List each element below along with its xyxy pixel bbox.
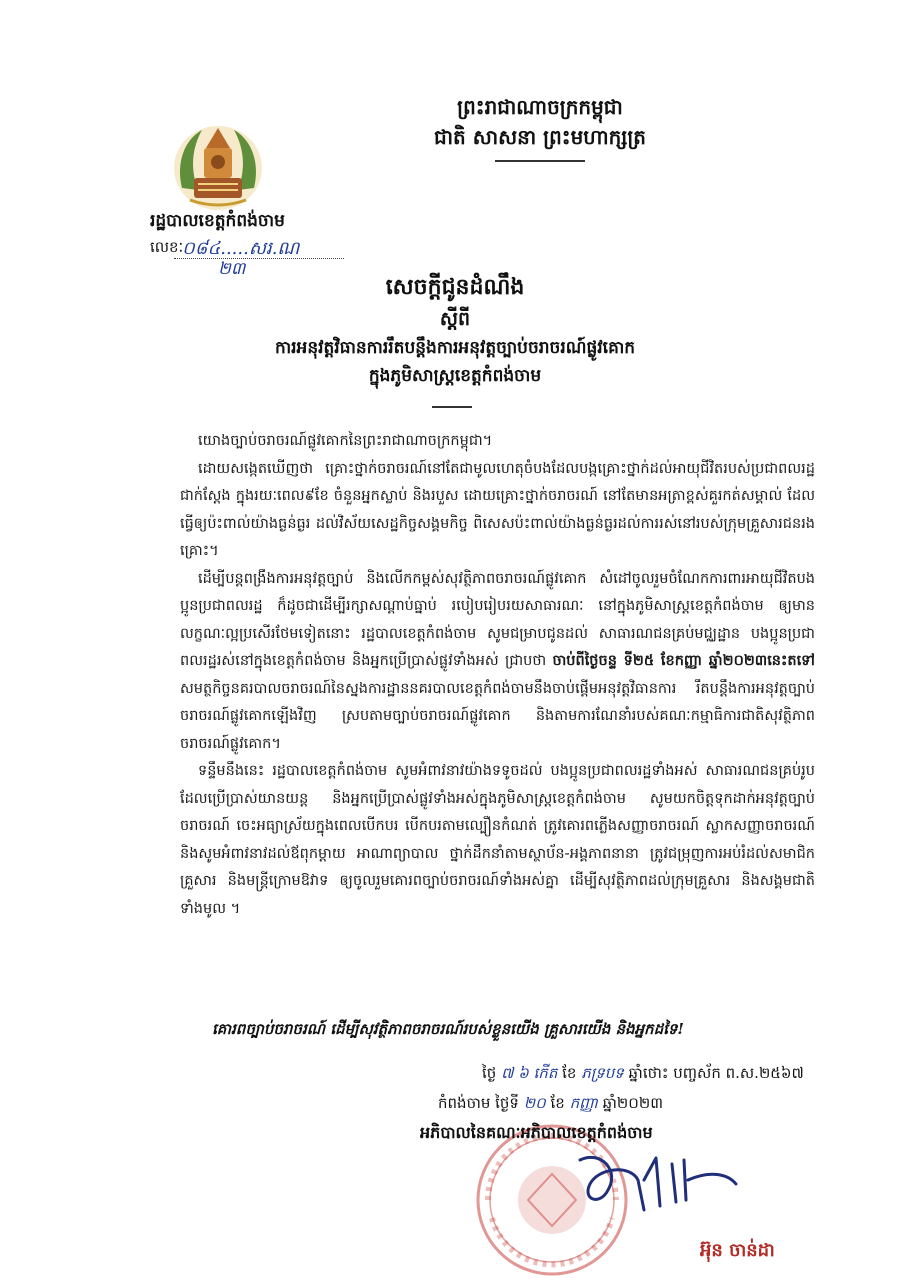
solar-date-line <box>438 1094 663 1116</box>
solar-month-label: ខែ <box>550 1094 565 1112</box>
signer-title: អភិបាលនៃគណៈអភិបាលខេត្តកំពង់ចាម <box>420 1123 653 1142</box>
kingdom-name: ព្រះរាជាណាចក្រកម្ពុជា <box>457 95 623 119</box>
paragraph-observation: ដោយសង្កេតឃើញថា គ្រោះថ្នាក់ចរាចរណ៍នៅតែជាមូលហេតុចំបងដែលបង្កគ្រោះថ្នាក់ដល់អាយុជីវិតរបស់ប្រជាពលរដ្ឋ ជាក់ស្តែង ក្នុងរយៈពេល៩ខែ ចំនួនអ្នកស្លាប់ និងរបួស ដោយគ្រោះថ្នាក់ចរាចរណ៍ នៅតែមានអត្រាខ្ពស់គួរកត់សម្គាល់ ដែលធ្វើឲ្យប៉ះពាល់យ៉ាងធ្ងន់ធ្ងរ ដល់វិស័យសេដ្ឋកិច្ចសង្គមកិច្ច ពិសេសប៉ះពាល់យ៉ាងធ្ងន់ធ្ងរដល់ការរស់នៅរបស់ក្រុមគ្រួសារជនរងគ្រោះ។ <box>180 460 815 559</box>
issuing-authority: រដ្ឋបាលខេត្តកំពង់ចាម <box>150 211 285 231</box>
reference-label: លេខៈ <box>150 238 184 256</box>
lunar-month: ភទ្របទ <box>581 1064 624 1082</box>
paragraph-appeal: ទន្ទឹមនឹងនេះ រដ្ឋបាលខេត្តកំពង់ចាម សូមអំពាវនាវយ៉ាងទទូចដល់ បងប្អូនប្រជាពលរដ្ឋទាំងអស់ សាធារណជនគ្រប់រូបដែលប្រើប្រាស់យានយន្ត និងអ្នកប្រើប្រាស់ផ្លូវទាំងអស់ក្នុងភូមិសាស្ត្រខេត្តកំពង់ចាម សូមយកចិត្តទុកដាក់អនុវត្តច្បាប់ចរាចរណ៍ ចេះអធ្យាស្រ័យក្នុងពេលបើកបរ បើកបរតាមល្បឿនកំណត់ ត្រូវគោរពភ្លើងសញ្ញាចរាចរណ៍ ស្លាកសញ្ញាចរាចរណ៍ និងសូមអំពាវនាវដល់ឪពុកម្តាយ អាណាព្យាបាល ថ្នាក់ដឹកនាំតាមស្ថាប័ន-អង្គភាពនានា ត្រូវជម្រុញការអប់រំដល់សមាជិកគ្រួសារ និងមន្ត្រីក្រោមឱវាទ ឲ្យចូលរួមគោរពច្បាប់ចរាចរណ៍ទាំងអស់គ្នា ដើម្បីសុវត្ថិភាពដល់ក្រុមគ្រួសារ និងសង្គមជាតិទាំងមូល ។ <box>180 763 815 917</box>
paragraph-enforcement <box>180 566 815 759</box>
title-about: ស្តីពី <box>439 308 471 330</box>
provincial-emblem-logo <box>168 118 268 214</box>
signer-name: អ៊ុន ចាន់ដា <box>700 1240 775 1261</box>
header-ornament <box>495 160 585 162</box>
notice-title <box>190 270 720 390</box>
lunar-month-label: ខែ <box>562 1064 577 1082</box>
lunar-year: ឆ្នាំថោះ បញ្ចស័ក ព.ស.២៥៦៧ <box>628 1064 804 1082</box>
lunar-day: ៧ ៦ កើត <box>501 1064 558 1082</box>
kingdom-header <box>420 92 660 152</box>
paragraph-legal-basis: យោងច្បាប់ចរាចរណ៍ផ្លូវគោកនៃព្រះរាជាណាចក្រកម្ពុជា។ <box>198 433 493 449</box>
title-subject-line1: ការអនុវត្តវិធានការរឹតបន្តឹងការអនុវត្តច្បាប់ចរាចរណ៍ផ្លូវគោក <box>274 338 636 358</box>
reference-handwritten: ២៣ <box>218 259 246 279</box>
reference-number: ០៨៤.....សរ.ណ <box>182 238 300 259</box>
lunar-prefix: ថ្ងៃ <box>482 1064 497 1082</box>
title-ornament <box>432 406 472 408</box>
solar-month: កញ្ញា <box>569 1094 598 1112</box>
notice-body <box>180 428 815 923</box>
enforcement-start-date: ចាប់ពីថ្ងៃចន្ទ ទី២៥ ខែកញ្ញា ឆ្នាំ២០២៣នេះតទៅ <box>552 653 815 669</box>
enforcement-text-a: ដើម្បីបន្តពង្រឹងការអនុវត្តច្បាប់ និងលើកកម្ពស់សុវត្ថិភាពចរាចរណ៍ផ្លូវគោក សំដៅចូលរួមចំណែកការពារអាយុជីវិតបងប្អូនប្រជាពលរដ្ឋ ក៏ដូចជាដើម្បីរក្សាសណ្តាប់ធ្នាប់ របៀបរៀបរយសាធារណៈ នៅក្នុងភូមិសាស្ត្រខេត្តកំពង់ចាម ឲ្យមានលក្ខណៈល្អប្រសើរថែមទៀតនោះ រដ្ឋបាលខេត្តកំពង់ចាម សូមជម្រាបជូនដល់ សាធារណជនគ្រប់មជ្ឈដ្ឋាន បងប្អូនប្រជាពលរដ្ឋរស់នៅក្នុងខេត្តកំពង់ចាម និងអ្នកប្រើប្រាស់ផ្លូវទាំងអស់ ជ្រាបថា <box>180 570 815 669</box>
solar-prefix: កំពង់ចាម ថ្ងៃទី <box>438 1094 519 1112</box>
title-main: សេចក្តីជូនដំណឹង <box>385 274 525 300</box>
national-motto: ជាតិ សាសនា ព្រះមហាក្សត្រ <box>434 125 646 149</box>
traffic-slogan: គោរពច្បាប់ចរាចរណ៍ ដើម្បីសុវត្ថិភាពចរាចរណ៍របស់ខ្លួនយើង គ្រួសារយើង និងអ្នកដទៃ! <box>212 1020 684 1038</box>
solar-year: ឆ្នាំ២០២៣ <box>602 1094 664 1112</box>
handwritten-signature <box>560 1140 750 1220</box>
solar-day: ២០ <box>523 1094 546 1112</box>
title-subject-line2: ក្នុងភូមិសាស្ត្រខេត្តកំពង់ចាម <box>368 366 542 386</box>
lunar-date-line <box>482 1064 804 1086</box>
enforcement-text-b: សមត្ថកិច្ចនគរបាលចរាចរណ៍នៃស្នងការដ្ឋាននគរបាលខេត្តកំពង់ចាមនឹងចាប់ផ្តើមអនុវត្តវិធានការ រឹតបន្តឹងការអនុវត្តច្បាប់ចរាចរណ៍ផ្លូវគោកឡើងវិញ ស្របតាមច្បាប់ចរាចរណ៍ផ្លូវគោក និងតាមការណែនាំរបស់គណៈកម្មាធិការជាតិសុវត្ថិភាពចរាចរណ៍ផ្លូវគោក។ <box>180 680 815 752</box>
